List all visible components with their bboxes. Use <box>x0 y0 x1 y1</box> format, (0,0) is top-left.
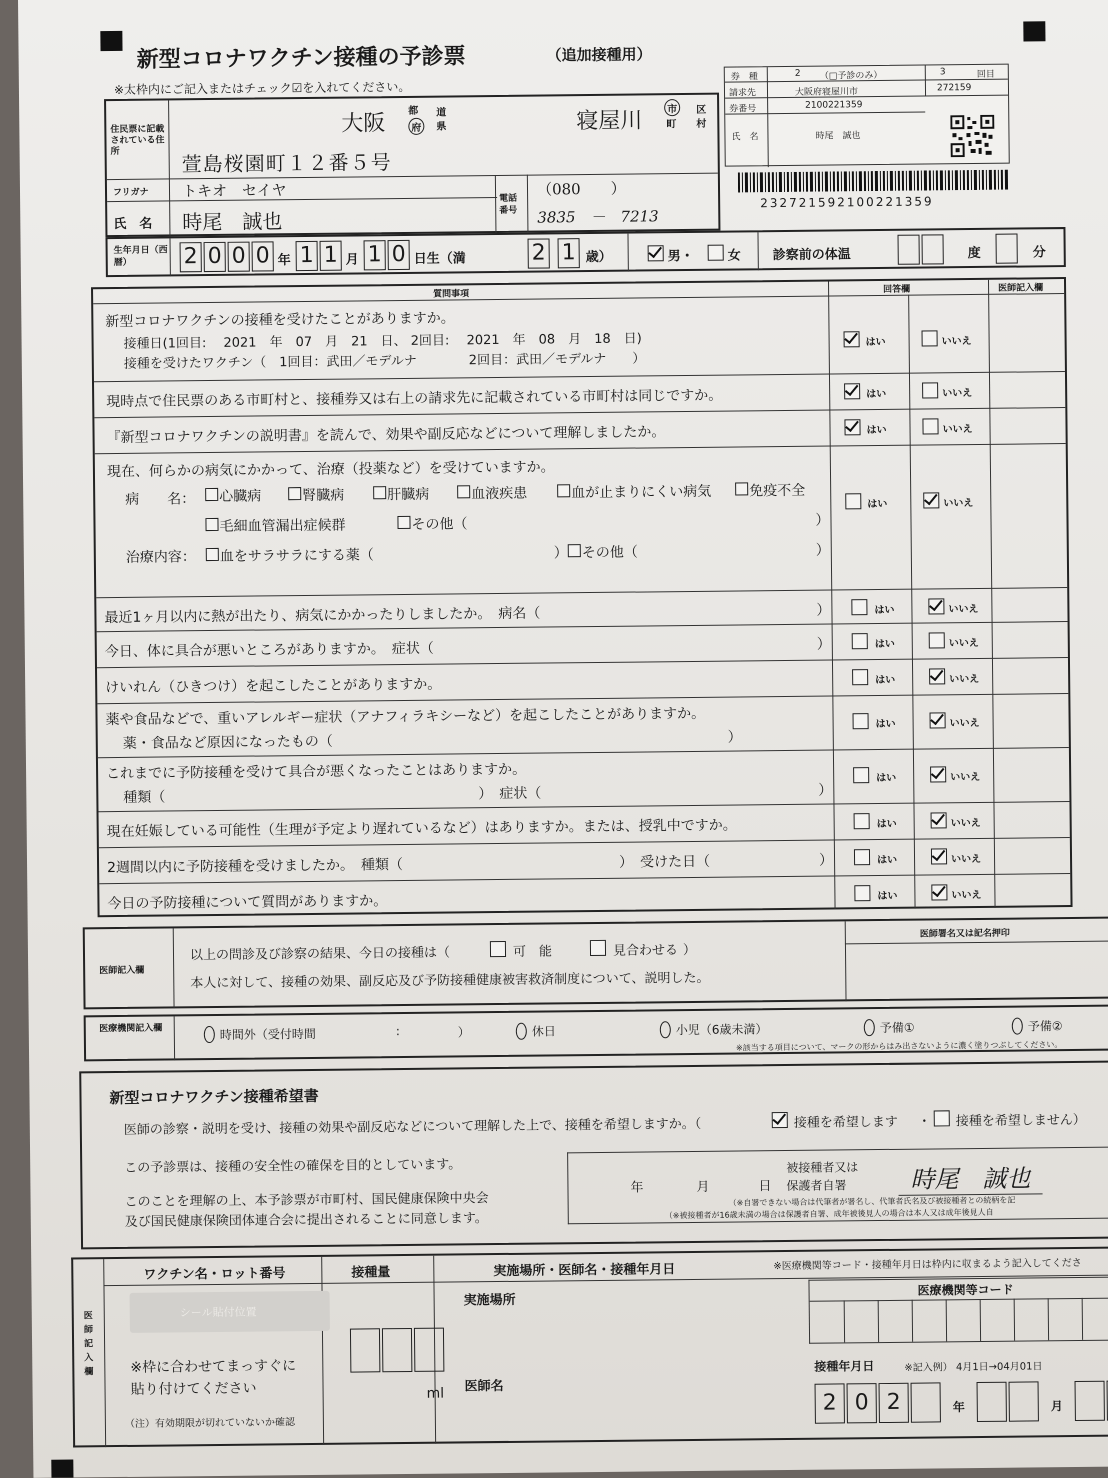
q11-mid: ） 受けた日（ <box>618 853 711 871</box>
vaccination-year-label: 年 <box>952 1400 965 1415</box>
address-street[interactable]: 萱島桜園町１２番５号 <box>181 150 392 177</box>
q3-no-label: いいえ <box>942 424 973 436</box>
minute-label: 分 <box>1032 245 1046 261</box>
ml-label: ml <box>426 1385 445 1402</box>
vaccine-lot-header: ワクチン名・ロット番号 <box>143 1266 286 1283</box>
disease-capillary-checkbox[interactable] <box>205 518 218 531</box>
q1-vaccine: 接種を受けたワクチン（ 1回目：武田／モデルナ 2回目：武田／モデルナ ） <box>123 351 646 372</box>
ticket-name-label: 氏 名 <box>731 132 759 143</box>
q10-no-checkbox[interactable] <box>931 812 947 828</box>
q6-close: ） <box>816 636 831 653</box>
not-want-vaccination-checkbox[interactable] <box>934 1110 950 1126</box>
phone-label: 電話番号 <box>499 193 518 216</box>
possible-label: 可 能 <box>512 944 553 960</box>
city-suffix-machi: 町 <box>666 119 677 131</box>
q4-no-label: いいえ <box>943 498 974 510</box>
doctor-explanation-text: 本人に対して、接種の効果、副反応及び予防接種健康被害救済制度について、説明した。 <box>190 970 710 992</box>
q9-close: ） <box>818 782 833 799</box>
doctor-header: 医師記入欄 <box>998 283 1044 294</box>
ticket-name-value: 時尾 誠也 <box>815 131 861 142</box>
address-city[interactable]: 寝屋川 <box>576 108 643 135</box>
q4-no-checkbox[interactable] <box>923 492 939 508</box>
applicant-info-block <box>104 93 720 237</box>
q11-yes-checkbox[interactable] <box>854 849 870 865</box>
form-title: 新型コロナワクチン接種の予診票 <box>136 44 466 73</box>
furigana-label: フリガナ <box>112 187 149 199</box>
vaccination-year-digit[interactable]: 2 <box>879 1383 909 1423</box>
consent-note-1: （※自署できない場合は代筆者が署名し、代筆者氏名及び被接種者との続柄を記 <box>728 1195 1016 1208</box>
vaccination-month-digit[interactable] <box>977 1382 1007 1422</box>
disease-capillary-label: 毛細血管漏出症候群 <box>219 517 346 535</box>
consent-signer-label-1: 被接種者又は <box>786 1160 859 1176</box>
vaccination-month-digit[interactable] <box>1009 1381 1039 1421</box>
q10-yes-checkbox[interactable] <box>854 813 870 829</box>
q1-no-checkbox[interactable] <box>922 330 938 346</box>
q1-no-label: いいえ <box>941 336 972 348</box>
dob-month-digit[interactable]: 1 <box>320 241 342 271</box>
ticket-dose-value: 3 <box>939 67 946 78</box>
age-digit[interactable]: 2 <box>528 238 550 268</box>
q4-yes-checkbox[interactable] <box>845 493 861 509</box>
consent-agree-2: 及び国民健康保険団体連合会に提出されることに同意します。 <box>124 1211 488 1230</box>
vaccination-year-digit[interactable]: 0 <box>847 1383 877 1423</box>
instruction-text: ※太枠内にご記入またはチェック☑を入れてください。 <box>113 79 411 97</box>
doctor-signature-label: 医師署名又は記名押印 <box>919 928 1010 940</box>
dob-month-label: 月 <box>345 252 359 268</box>
place-label: 実施場所 <box>463 1292 516 1309</box>
temperature-label: 診察前の体温 <box>772 247 851 264</box>
temperature-digit[interactable] <box>922 234 944 264</box>
option-after-hours-label: 時間外（受付時間 <box>219 1026 316 1042</box>
option-after-hours-oval[interactable] <box>204 1026 215 1043</box>
q3-yes-label: はい <box>866 424 887 437</box>
name-label: 氏 名 <box>113 216 153 233</box>
amount-header: 接種量 <box>351 1265 391 1281</box>
q9-no-checkbox[interactable] <box>930 766 946 782</box>
q9-mid: ） 症状（ <box>478 785 542 803</box>
q11-no-checkbox[interactable] <box>931 848 947 864</box>
q9-text: これまでに予防接種を受けて具合が悪くなったことはありますか。 <box>106 761 527 783</box>
disease-blood-checkbox[interactable] <box>457 485 470 498</box>
q3-yes-checkbox[interactable] <box>844 419 860 435</box>
dob-year-digit[interactable]: 2 <box>180 242 202 272</box>
q12-yes-label: はい <box>877 890 898 903</box>
q2-no-label: いいえ <box>942 388 973 400</box>
option-child-label: 小児（6歳未満） <box>675 1022 768 1038</box>
consent-signature-box <box>567 1147 1108 1225</box>
treatment-blood-thinner-label: 血をサラサラにする薬（ <box>219 547 374 565</box>
ticket-kind-value: 2 <box>794 68 801 79</box>
ticket-kind-label: 券 種 <box>730 72 758 83</box>
degree-label: 度 <box>967 245 981 262</box>
consent-signature[interactable]: 時尾 誠也 <box>898 1158 1042 1196</box>
disease-heart-label: 心臓病 <box>219 488 262 505</box>
form-subtitle: （追加接種用） <box>546 45 652 65</box>
doctor-entry-label: 医師記入欄 <box>99 965 145 977</box>
treatment-other-close: ） <box>815 542 830 559</box>
disease-bleeding-label: 血が止まりにくい病気 <box>571 483 712 502</box>
q2-text: 現時点で住民票のある市町村と、接種券又は右上の請求先に記載されている市町村は同じですか。 <box>106 387 723 411</box>
record-note-right: ※医療機関等コード・接種年月日は枠内に収まるよう記入してくださ <box>773 1257 1082 1273</box>
dob-day-digit[interactable]: 0 <box>388 240 410 270</box>
institution-code-label: 医療機関等コード <box>917 1282 1014 1298</box>
q11-close: ） <box>818 852 834 869</box>
q9-yes-label: はい <box>876 772 897 785</box>
ticket-billing-value: 大阪府寝屋川市 <box>794 87 859 98</box>
amount-digit[interactable] <box>350 1328 380 1372</box>
institution-section <box>84 1005 1108 1062</box>
q2-yes-checkbox[interactable] <box>844 383 860 399</box>
ticket-dose-label: 回目 <box>976 69 995 80</box>
phone-area[interactable]: （080 ） <box>536 179 626 199</box>
questions-table: 質問事項 回答欄 医師記入欄 新型コロナワクチンの接種を受けたことがありますか。 接種日(1回目: 2021 年 07 月 21 日、 2回目: 2021 年 08 月 18 日) 接種を受けたワクチン（ 1回目：武田／モデルナ 2回目：武田／モデルナ ） はい いいえ 現時点で住民票のある市町村と、接種券又は右上の請求先に記載されている市町村は同じですか。 はい いいえ 『新型コロナワクチンの説明書』を読んで、効果や副反応などについて理解しましたか。 はい いいえ 現在、何らかの病気にかかって、治療（投薬など）を受けていますか。 病 名： 心臓病 腎臓病 肝臓病 血液疾患 血が止まりにくい病気 免疫不全 毛細血管漏出症候群 その他（ ） 治療内容： 血をサラサラにする薬（ ） その他（ ） はい いいえ 最近1ヶ月以内に熱が出たり、病気にかかったりしましたか。 病名（ ） はい いいえ 今日、体に具合が悪いところがありますか。 症状（ ） はい いいえ けいれん（ひきつけ）を起こしたことがありますか。 はい いいえ 薬や食品などで、重いアレルギー症状（アナフィラキシーなど）を起こしたことがありますか。 薬・食品など原因になったもの（ ） はい いいえ これまでに予防接種を受けて具合が悪くなったことはありますか。 種類（ ） 症状（ ） はい いいえ 現在妊娠している可能性（生理が予定より遅れているなど）はありますか。または、授乳中ですか。 はい いいえ 2週間以内に予防接種を受けましたか。 種類（ ） 受けた日（ ） はい いいえ 今日の予防接種について質問がありますか。 はい いいえ <box>91 277 1073 917</box>
q10-yes-label: はい <box>876 818 897 831</box>
treatment-blood-thinner-checkbox[interactable] <box>206 548 219 561</box>
consent-question: 医師の診察・説明を受け、接種の効果や副反応などについて理解した上で、接種を希望しますか。（ <box>123 1116 702 1138</box>
registration-mark <box>1023 21 1045 41</box>
q1-yes-checkbox[interactable] <box>844 331 860 347</box>
q4-disease-label: 病 名： <box>125 491 196 508</box>
registration-mark <box>51 1460 73 1478</box>
q1-dates: 接種日(1回目: 2021 年 07 月 21 日、 2回目: 2021 年 08 月 18 日) <box>123 331 642 352</box>
prefecture-suffix-do: 道 <box>436 107 447 119</box>
q11-yes-label: はい <box>877 854 898 867</box>
q8-yes-label: はい <box>875 718 896 731</box>
after-hours-colon: : <box>395 1024 400 1039</box>
female-checkbox[interactable] <box>708 245 724 261</box>
q5-yes-label: はい <box>874 604 895 617</box>
option-reserve1-label: 予備① <box>879 1020 915 1036</box>
q11-text: 2週間以内に予防接種を受けましたか。 種類（ <box>107 857 404 877</box>
female-label: 女 <box>727 248 741 264</box>
qr-code-icon <box>950 115 994 157</box>
ticket-billing-label: 請求先 <box>728 88 757 99</box>
consent-month-label: 月 <box>696 1179 710 1195</box>
option-reserve2-label: 予備② <box>1027 1019 1063 1034</box>
q10-no-label: いいえ <box>950 817 981 830</box>
registration-mark <box>100 31 122 51</box>
dob-month-digit[interactable]: 1 <box>296 241 318 271</box>
postpone-checkbox[interactable] <box>590 940 606 956</box>
vaccine-questionnaire-form <box>18 0 1108 1478</box>
q5-text: 最近1ヶ月以内に熱が出たり、病気にかかったりしましたか。 病名（ <box>104 605 541 627</box>
q2-no-checkbox[interactable] <box>922 382 938 398</box>
ticket-sticker <box>724 64 1010 167</box>
consent-signer-label-2: 保護者自署 <box>786 1178 847 1194</box>
male-label: 男・ <box>667 248 694 265</box>
institution-label: 医療機関記入欄 <box>99 1023 163 1035</box>
temperature-decimal[interactable] <box>996 234 1018 264</box>
address-prefecture[interactable]: 大阪 <box>341 111 386 137</box>
disease-liver-checkbox[interactable] <box>373 486 386 499</box>
disease-other-checkbox[interactable] <box>397 516 410 529</box>
institution-note: ※該当する項目について、マークの形からはみ出さないように濃く塗りつぶしてください。 <box>735 1040 1063 1053</box>
want-vaccination-checkbox[interactable] <box>772 1112 788 1128</box>
consent-purpose: この予診票は、接種の安全性の確保を目的としています。 <box>124 1157 462 1176</box>
q10-text: 現在妊娠している可能性（生理が予定より遅れているなど）はありますか。または、授乳中ですか。 <box>106 817 737 841</box>
temperature-digit[interactable] <box>898 235 920 265</box>
doctor-result-close: ） <box>682 942 697 959</box>
amount-digit[interactable] <box>382 1328 412 1372</box>
postpone-label: 見合わせる <box>612 943 679 959</box>
q4-yes-label: はい <box>867 498 888 511</box>
q5-no-checkbox[interactable] <box>928 598 944 614</box>
prefecture-suffix-to: 都 <box>408 105 419 117</box>
expiry-note: （注）有効期限が切れていないか確認 <box>124 1417 295 1430</box>
q6-yes-checkbox[interactable] <box>852 633 868 649</box>
vaccination-date-label: 接種年月日 <box>814 1359 875 1374</box>
q8-sub: 薬・食品など原因になったもの（ <box>122 733 333 752</box>
doctor-result-text: 以上の問診及び診察の結果、今日の接種は（ <box>189 945 451 964</box>
possible-checkbox[interactable] <box>490 941 506 957</box>
name-field[interactable]: 時尾 誠也 <box>182 209 283 235</box>
disease-immune-label: 免疫不全 <box>749 482 806 500</box>
disease-heart-checkbox[interactable] <box>205 488 218 501</box>
option-holiday-oval[interactable] <box>516 1023 527 1040</box>
sticker-position-label: シール貼付位置 <box>179 1305 257 1320</box>
vaccination-date-example: ※記入例） 4月1日→04月01日 <box>904 1361 1043 1374</box>
q4-treatment-label: 治療内容： <box>125 549 196 566</box>
q11-no-label: いいえ <box>950 853 982 866</box>
consent-title: 新型コロナワクチン接種希望書 <box>109 1086 319 1108</box>
disease-blood-label: 血液疾患 <box>471 485 528 503</box>
vaccination-day-digit[interactable] <box>1075 1381 1105 1421</box>
city-suffix-ku: 区 <box>696 104 707 116</box>
institution-code-box <box>808 1276 1108 1343</box>
disease-immune-checkbox[interactable] <box>735 482 748 495</box>
q12-no-checkbox[interactable] <box>931 884 947 900</box>
vaccination-year-digit[interactable]: 2 <box>815 1383 845 1423</box>
furigana-field[interactable]: トキオ セイヤ <box>181 181 287 201</box>
q12-no-label: いいえ <box>951 889 982 902</box>
sticker-note-1: ※枠に合わせてまっすぐに <box>130 1358 297 1376</box>
ticket-kind-note: （□予診のみ） <box>819 70 883 82</box>
ticket-number-value: 2100221359 <box>805 100 863 111</box>
not-want-vaccination-label: 接種を希望しません） <box>955 1112 1086 1130</box>
q8-no-label: いいえ <box>949 717 980 730</box>
want-vaccination-label: 接種を希望します <box>793 1114 898 1131</box>
q7-yes-checkbox[interactable] <box>852 669 868 685</box>
q7-text: けいれん（ひきつけ）を起こしたことがありますか。 <box>105 676 442 697</box>
q5-close: ） <box>816 602 831 619</box>
consent-note-2: （※被接種者が16歳未満の場合は保護者自署、成年被後見人の場合は本人又は成年後見人自 <box>664 1207 994 1221</box>
vaccination-year-digit[interactable] <box>911 1382 941 1422</box>
q12-text: 今日の予防接種について質問がありますか。 <box>107 893 388 913</box>
q9-sub: 種類（ <box>123 789 166 806</box>
dob-year-label: 年 <box>277 253 291 269</box>
disease-kidney-label: 腎臓病 <box>302 487 345 505</box>
treatment-close: ） <box>553 545 568 562</box>
dob-year-digit[interactable]: 0 <box>252 241 274 271</box>
age-digit[interactable]: 1 <box>558 238 580 268</box>
sticker-note-2: 貼り付けてください <box>130 1380 257 1398</box>
prefecture-suffix-ken: 県 <box>436 121 447 133</box>
q2-yes-label: はい <box>866 388 887 401</box>
dob-label: 生年月日（西暦） <box>113 245 168 269</box>
doctor-entry-section <box>83 917 1108 1010</box>
q8-yes-checkbox[interactable] <box>853 713 869 729</box>
barcode-icon <box>738 170 1010 193</box>
q9-yes-checkbox[interactable] <box>853 767 869 783</box>
option-reserve1-oval[interactable] <box>864 1019 875 1036</box>
q6-yes-label: はい <box>874 638 895 651</box>
phone-number[interactable]: 3835 － 7213 <box>537 207 659 227</box>
disease-kidney-checkbox[interactable] <box>288 487 301 500</box>
barcode-number: 232721592100221359 <box>760 194 934 211</box>
q4-text: 現在、何らかの病気にかかって、治療（投薬など）を受けていますか。 <box>106 459 555 481</box>
ticket-billing-code: 272159 <box>936 83 972 94</box>
record-side-label: 医師記入欄 <box>83 1311 94 1378</box>
option-holiday-label: 休日 <box>531 1024 556 1039</box>
address-label: 住民票に記載されている住所 <box>110 124 165 158</box>
dob-day-digit[interactable]: 1 <box>364 240 386 270</box>
q1-yes-label: はい <box>865 336 886 349</box>
dob-year-digit[interactable]: 0 <box>204 242 226 272</box>
consent-section <box>79 1061 1108 1250</box>
doctor-signature-field[interactable] <box>855 947 1105 995</box>
city-suffix-shi[interactable]: 市 <box>664 99 680 116</box>
after-hours-close: ） <box>457 1025 470 1040</box>
option-child-oval[interactable] <box>660 1021 671 1038</box>
treatment-other-checkbox[interactable] <box>568 544 581 557</box>
dob-year-digit[interactable]: 0 <box>228 242 250 272</box>
consent-day-label: 日 <box>758 1179 772 1195</box>
q9-no-label: いいえ <box>950 771 981 784</box>
dob-day-label: 日生（満 <box>413 251 466 267</box>
q7-yes-label: はい <box>875 674 896 687</box>
disease-bleeding-checkbox[interactable] <box>557 484 570 497</box>
sticker-position[interactable] <box>130 1291 330 1333</box>
vaccination-record-section <box>71 1247 1108 1448</box>
q6-no-checkbox[interactable] <box>929 632 945 648</box>
q8-no-checkbox[interactable] <box>930 712 946 728</box>
ticket-number-label: 券番号 <box>729 104 757 115</box>
vaccination-month-label: 月 <box>1050 1399 1063 1414</box>
q3-text: 『新型コロナワクチンの説明書』を読んで、効果や副反応などについて理解しましたか。 <box>106 424 666 447</box>
consent-year-label: 年 <box>630 1180 644 1196</box>
consent-agree-1: このことを理解の上、本予診票が市町村、国民健康保険中央会 <box>124 1191 489 1210</box>
question-header: 質問事項 <box>433 289 470 300</box>
option-reserve2-oval[interactable] <box>1012 1018 1023 1035</box>
q5-no-label: いいえ <box>948 603 979 616</box>
prefecture-suffix-fu[interactable]: 府 <box>408 118 424 135</box>
q12-yes-checkbox[interactable] <box>854 885 870 901</box>
q7-no-checkbox[interactable] <box>929 668 945 684</box>
disease-liver-label: 肝臓病 <box>387 486 430 504</box>
city-suffix-mura: 村 <box>696 118 707 130</box>
q3-no-checkbox[interactable] <box>922 418 938 434</box>
q5-yes-checkbox[interactable] <box>851 599 867 615</box>
amount-digit[interactable] <box>414 1328 444 1372</box>
disease-other-label: その他（ <box>411 516 468 533</box>
doctor-name-label: 医師名 <box>464 1378 504 1395</box>
place-header: 実施場所・医師名・接種年月日 <box>493 1262 676 1280</box>
treatment-other-label: その他（ <box>581 544 638 562</box>
q7-no-label: いいえ <box>949 673 980 686</box>
answer-header: 回答欄 <box>883 284 911 295</box>
q1-text: 新型コロナワクチンの接種を受けたことがありますか。 <box>105 310 455 331</box>
consent-separator: ・ <box>917 1114 931 1130</box>
q8-text: 薬や食品などで、重いアレルギー症状（アナフィラキシーなど）を起こしたことがありますか。 <box>105 705 706 729</box>
q6-no-label: いいえ <box>948 637 979 650</box>
q8-close: ） <box>727 729 742 746</box>
age-label: 歳） <box>585 249 612 266</box>
male-checkbox[interactable] <box>648 245 664 261</box>
q6-text: 今日、体に具合が悪いところがありますか。 症状（ <box>104 640 434 661</box>
